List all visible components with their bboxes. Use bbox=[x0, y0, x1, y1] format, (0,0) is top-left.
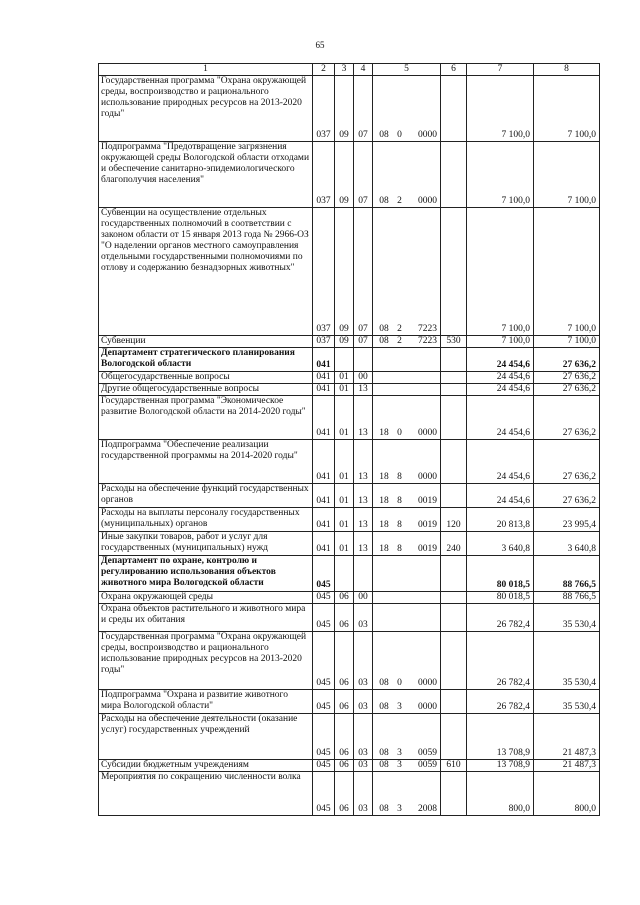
target-article-cell bbox=[373, 142, 441, 208]
subprogram-code: 3 bbox=[397, 760, 402, 770]
program-code: 18 bbox=[379, 496, 389, 506]
row-name-cell: Иные закупки товаров, работ и услуг для государственных (муниципальных) нужд bbox=[99, 532, 313, 556]
target-article-cell bbox=[373, 592, 441, 604]
subprogram-code: 3 bbox=[397, 804, 402, 814]
admin-code-cell: 041 bbox=[313, 372, 335, 384]
row-name-cell: Расходы на обеспечение деятельности (оказание услуг) государственных учреждений bbox=[99, 714, 313, 760]
amount-year2-cell: 27 636,2 bbox=[534, 484, 600, 508]
amount-year2-cell: 7 100,0 bbox=[534, 142, 600, 208]
amount-year1-cell: 24 454,6 bbox=[467, 384, 534, 396]
direction-code: 0000 bbox=[418, 196, 437, 206]
admin-code-cell: 041 bbox=[313, 384, 335, 396]
row-name-cell: Подпрограмма "Обеспечение реализации государственной программы на 2014-2020 годы" bbox=[99, 440, 313, 484]
expense-type-cell bbox=[441, 372, 467, 384]
expense-type-cell bbox=[441, 208, 467, 336]
subprogram-code: 2 bbox=[397, 336, 402, 346]
program-code: 08 bbox=[379, 130, 389, 140]
subprogram-code: 0 bbox=[397, 130, 402, 140]
amount-year1-cell: 20 813,8 bbox=[467, 508, 534, 532]
section-code-cell: 01 bbox=[335, 532, 354, 556]
direction-code: 0000 bbox=[418, 472, 437, 482]
admin-code-cell: 037 bbox=[313, 208, 335, 336]
subsection-code-cell: 07 bbox=[354, 142, 373, 208]
row-name-cell: Другие общегосударственные вопросы bbox=[99, 384, 313, 396]
admin-code-cell: 041 bbox=[313, 348, 335, 372]
admin-code-cell: 045 bbox=[313, 714, 335, 760]
expense-type-cell: 610 bbox=[441, 760, 467, 772]
amount-year2-cell: 7 100,0 bbox=[534, 336, 600, 348]
row-name-cell: Субсидии бюджетным учреждениям bbox=[99, 760, 313, 772]
admin-code-cell: 045 bbox=[313, 772, 335, 816]
amount-year1-cell: 26 782,4 bbox=[467, 690, 534, 714]
expense-type-cell bbox=[441, 384, 467, 396]
section-code-cell: 01 bbox=[335, 384, 354, 396]
section-code-cell: 06 bbox=[335, 632, 354, 690]
table-row bbox=[99, 714, 600, 760]
direction-code: 0000 bbox=[418, 130, 437, 140]
table-row bbox=[99, 508, 600, 532]
amount-year2-cell: 35 530,4 bbox=[534, 690, 600, 714]
target-article-cell bbox=[373, 336, 441, 348]
subsection-code-cell: 13 bbox=[354, 508, 373, 532]
target-article-cell bbox=[373, 372, 441, 384]
subprogram-code: 0 bbox=[397, 678, 402, 688]
expense-type-cell bbox=[441, 690, 467, 714]
row-name-cell: Подпрограмма "Предотвращение загрязнения окружающей среды Вологодской области отходами и обеспечение санитарно-эпидемиологического благополучия населения" bbox=[99, 142, 313, 208]
direction-code: 0019 bbox=[418, 520, 437, 530]
target-article-cell bbox=[373, 604, 441, 632]
amount-year1-cell: 80 018,5 bbox=[467, 592, 534, 604]
section-code-cell: 01 bbox=[335, 484, 354, 508]
amount-year1-cell: 24 454,6 bbox=[467, 348, 534, 372]
header-cell: 1 bbox=[99, 64, 313, 76]
admin-code-cell: 037 bbox=[313, 142, 335, 208]
admin-code-cell: 045 bbox=[313, 632, 335, 690]
subsection-code-cell: 13 bbox=[354, 384, 373, 396]
amount-year1-cell: 24 454,6 bbox=[467, 396, 534, 440]
admin-code-cell: 041 bbox=[313, 532, 335, 556]
target-article-cell bbox=[373, 76, 441, 142]
subsection-code-cell: 03 bbox=[354, 760, 373, 772]
expense-type-cell bbox=[441, 484, 467, 508]
row-name-cell: Государственная программа "Экономическое развитие Вологодской области на 2014-2020 годы" bbox=[99, 396, 313, 440]
section-code-cell: 09 bbox=[335, 336, 354, 348]
target-article-cell bbox=[373, 714, 441, 760]
table-row bbox=[99, 604, 600, 632]
subsection-code-cell bbox=[354, 556, 373, 592]
amount-year1-cell: 800,0 bbox=[467, 772, 534, 816]
expense-type-cell bbox=[441, 604, 467, 632]
target-article-cell bbox=[373, 556, 441, 592]
table-row bbox=[99, 384, 600, 396]
admin-code-cell: 041 bbox=[313, 440, 335, 484]
table-body bbox=[99, 76, 600, 816]
amount-year1-cell: 3 640,8 bbox=[467, 532, 534, 556]
target-article-cell bbox=[373, 348, 441, 372]
amount-year1-cell: 26 782,4 bbox=[467, 632, 534, 690]
subsection-code-cell: 03 bbox=[354, 690, 373, 714]
subsection-code-cell: 00 bbox=[354, 592, 373, 604]
section-code-cell: 01 bbox=[335, 396, 354, 440]
subsection-code-cell: 03 bbox=[354, 772, 373, 816]
expense-type-cell bbox=[441, 396, 467, 440]
expense-type-cell bbox=[441, 772, 467, 816]
target-article-cell bbox=[373, 484, 441, 508]
table-row bbox=[99, 484, 600, 508]
table-row bbox=[99, 142, 600, 208]
amount-year2-cell: 27 636,2 bbox=[534, 384, 600, 396]
amount-year2-cell: 23 995,4 bbox=[534, 508, 600, 532]
subsection-code-cell: 03 bbox=[354, 714, 373, 760]
subprogram-code: 8 bbox=[397, 496, 402, 506]
section-code-cell: 01 bbox=[335, 440, 354, 484]
table-row bbox=[99, 556, 600, 592]
amount-year1-cell: 13 708,9 bbox=[467, 760, 534, 772]
section-code-cell: 01 bbox=[335, 372, 354, 384]
admin-code-cell: 045 bbox=[313, 592, 335, 604]
table-row bbox=[99, 592, 600, 604]
admin-code-cell: 045 bbox=[313, 760, 335, 772]
section-code-cell: 06 bbox=[335, 690, 354, 714]
budget-table bbox=[98, 63, 600, 816]
header-cell: 4 bbox=[354, 64, 373, 76]
expense-type-cell bbox=[441, 440, 467, 484]
table-row bbox=[99, 372, 600, 384]
header-cell: 6 bbox=[441, 64, 467, 76]
subprogram-code: 8 bbox=[397, 472, 402, 482]
program-code: 08 bbox=[379, 760, 389, 770]
amount-year1-cell: 24 454,6 bbox=[467, 372, 534, 384]
row-name-cell: Государственная программа "Охрана окружающей среды, воспроизводство и рационального использование природных ресурсов на 2013-2020 годы" bbox=[99, 632, 313, 690]
expense-type-cell: 530 bbox=[441, 336, 467, 348]
admin-code-cell: 041 bbox=[313, 484, 335, 508]
subprogram-code: 8 bbox=[397, 520, 402, 530]
expense-type-cell: 240 bbox=[441, 532, 467, 556]
amount-year2-cell: 21 487,3 bbox=[534, 714, 600, 760]
amount-year1-cell: 7 100,0 bbox=[467, 142, 534, 208]
row-name-cell: Общегосударственные вопросы bbox=[99, 372, 313, 384]
table-row bbox=[99, 690, 600, 714]
program-code: 08 bbox=[379, 324, 389, 334]
target-article-cell bbox=[373, 396, 441, 440]
admin-code-cell: 045 bbox=[313, 604, 335, 632]
row-name-cell: Субвенции bbox=[99, 336, 313, 348]
header-cell: 3 bbox=[335, 64, 354, 76]
row-name-cell: Подпрограмма "Охрана и развитие животного мира Вологодской области" bbox=[99, 690, 313, 714]
expense-type-cell bbox=[441, 592, 467, 604]
target-article-cell bbox=[373, 384, 441, 396]
table-row bbox=[99, 532, 600, 556]
subsection-code-cell: 00 bbox=[354, 372, 373, 384]
program-code: 08 bbox=[379, 748, 389, 758]
table-row bbox=[99, 760, 600, 772]
row-name-cell: Расходы на обеспечение функций государственных органов bbox=[99, 484, 313, 508]
amount-year1-cell: 7 100,0 bbox=[467, 336, 534, 348]
admin-code-cell: 045 bbox=[313, 690, 335, 714]
amount-year2-cell: 35 530,4 bbox=[534, 604, 600, 632]
program-code: 08 bbox=[379, 804, 389, 814]
expense-type-cell bbox=[441, 714, 467, 760]
amount-year2-cell: 7 100,0 bbox=[534, 208, 600, 336]
direction-code: 0000 bbox=[418, 702, 437, 712]
subprogram-code: 3 bbox=[397, 702, 402, 712]
target-article-cell bbox=[373, 208, 441, 336]
row-name-cell: Субвенции на осуществление отдельных государственных полномочий в соответствии с законом области от 15 января 2013 года № 2966-ОЗ "О наделении органов местного самоуправления отдельными государственными полномочиями по отлову и содержанию безнадзорных животных" bbox=[99, 208, 313, 336]
section-code-cell: 09 bbox=[335, 76, 354, 142]
section-code-cell: 06 bbox=[335, 772, 354, 816]
table-row bbox=[99, 348, 600, 372]
row-name-cell: Расходы на выплаты персоналу государственных (муниципальных) органов bbox=[99, 508, 313, 532]
admin-code-cell: 037 bbox=[313, 76, 335, 142]
amount-year1-cell: 24 454,6 bbox=[467, 440, 534, 484]
direction-code: 0000 bbox=[418, 428, 437, 438]
amount-year2-cell: 27 636,2 bbox=[534, 440, 600, 484]
expense-type-cell bbox=[441, 348, 467, 372]
subprogram-code: 3 bbox=[397, 748, 402, 758]
program-code: 18 bbox=[379, 428, 389, 438]
subsection-code-cell: 13 bbox=[354, 396, 373, 440]
amount-year1-cell: 26 782,4 bbox=[467, 604, 534, 632]
subsection-code-cell: 03 bbox=[354, 604, 373, 632]
program-code: 08 bbox=[379, 678, 389, 688]
direction-code: 7223 bbox=[418, 336, 437, 346]
direction-code: 0019 bbox=[418, 496, 437, 506]
direction-code: 0000 bbox=[418, 678, 437, 688]
direction-code: 2008 bbox=[418, 804, 437, 814]
table-row bbox=[99, 336, 600, 348]
row-name-cell: Департамент стратегического планирования Вологодской области bbox=[99, 348, 313, 372]
table-row bbox=[99, 440, 600, 484]
subsection-code-cell: 07 bbox=[354, 76, 373, 142]
amount-year1-cell: 24 454,6 bbox=[467, 484, 534, 508]
program-code: 08 bbox=[379, 196, 389, 206]
subsection-code-cell bbox=[354, 348, 373, 372]
amount-year2-cell: 27 636,2 bbox=[534, 348, 600, 372]
row-name-cell: Государственная программа "Охрана окружающей среды, воспроизводство и рационального использование природных ресурсов на 2013-2020 годы" bbox=[99, 76, 313, 142]
amount-year2-cell: 35 530,4 bbox=[534, 632, 600, 690]
subsection-code-cell: 03 bbox=[354, 632, 373, 690]
subsection-code-cell: 13 bbox=[354, 484, 373, 508]
target-article-cell bbox=[373, 440, 441, 484]
expense-type-cell bbox=[441, 76, 467, 142]
subsection-code-cell: 07 bbox=[354, 208, 373, 336]
admin-code-cell: 041 bbox=[313, 508, 335, 532]
target-article-cell bbox=[373, 772, 441, 816]
header-cell: 7 bbox=[467, 64, 534, 76]
section-code-cell: 06 bbox=[335, 604, 354, 632]
amount-year2-cell: 27 636,2 bbox=[534, 372, 600, 384]
header-cell: 2 bbox=[313, 64, 335, 76]
amount-year2-cell: 88 766,5 bbox=[534, 592, 600, 604]
amount-year2-cell: 7 100,0 bbox=[534, 76, 600, 142]
target-article-cell bbox=[373, 690, 441, 714]
subsection-code-cell: 13 bbox=[354, 440, 373, 484]
amount-year1-cell: 13 708,9 bbox=[467, 714, 534, 760]
table-row bbox=[99, 772, 600, 816]
expense-type-cell bbox=[441, 556, 467, 592]
section-code-cell: 09 bbox=[335, 142, 354, 208]
amount-year1-cell: 80 018,5 bbox=[467, 556, 534, 592]
table-row bbox=[99, 76, 600, 142]
row-name-cell: Охрана окружающей среды bbox=[99, 592, 313, 604]
program-code: 18 bbox=[379, 544, 389, 554]
subsection-code-cell: 07 bbox=[354, 336, 373, 348]
page-number: 65 bbox=[315, 40, 325, 50]
amount-year2-cell: 88 766,5 bbox=[534, 556, 600, 592]
expense-type-cell bbox=[441, 632, 467, 690]
direction-code: 0019 bbox=[418, 544, 437, 554]
table-row bbox=[99, 396, 600, 440]
section-code-cell: 01 bbox=[335, 508, 354, 532]
target-article-cell bbox=[373, 632, 441, 690]
amount-year2-cell: 3 640,8 bbox=[534, 532, 600, 556]
direction-code: 0059 bbox=[418, 760, 437, 770]
program-code: 08 bbox=[379, 336, 389, 346]
program-code: 18 bbox=[379, 520, 389, 530]
target-article-cell bbox=[373, 532, 441, 556]
subsection-code-cell: 13 bbox=[354, 532, 373, 556]
admin-code-cell: 041 bbox=[313, 396, 335, 440]
direction-code: 0059 bbox=[418, 748, 437, 758]
target-article-cell bbox=[373, 508, 441, 532]
expense-type-cell bbox=[441, 142, 467, 208]
row-name-cell: Охрана объектов растительного и животного мира и среды их обитания bbox=[99, 604, 313, 632]
row-name-cell: Департамент по охране, контролю и регулированию использования объектов животного мира Вологодской области bbox=[99, 556, 313, 592]
subprogram-code: 0 bbox=[397, 428, 402, 438]
section-code-cell: 06 bbox=[335, 592, 354, 604]
admin-code-cell: 037 bbox=[313, 336, 335, 348]
section-code-cell bbox=[335, 556, 354, 592]
header-cell: 5 bbox=[373, 64, 441, 76]
section-code-cell: 09 bbox=[335, 208, 354, 336]
direction-code: 7223 bbox=[418, 324, 437, 334]
table-row bbox=[99, 632, 600, 690]
amount-year2-cell: 27 636,2 bbox=[534, 396, 600, 440]
subprogram-code: 2 bbox=[397, 196, 402, 206]
header-cell: 8 bbox=[534, 64, 600, 76]
amount-year1-cell: 7 100,0 bbox=[467, 76, 534, 142]
subprogram-code: 2 bbox=[397, 324, 402, 334]
expense-type-cell: 120 bbox=[441, 508, 467, 532]
section-code-cell bbox=[335, 348, 354, 372]
table-header-row bbox=[99, 64, 600, 76]
section-code-cell: 06 bbox=[335, 714, 354, 760]
target-article-cell bbox=[373, 760, 441, 772]
table-row bbox=[99, 208, 600, 336]
program-code: 08 bbox=[379, 702, 389, 712]
admin-code-cell: 045 bbox=[313, 556, 335, 592]
section-code-cell: 06 bbox=[335, 760, 354, 772]
amount-year2-cell: 21 487,3 bbox=[534, 760, 600, 772]
subprogram-code: 8 bbox=[397, 544, 402, 554]
program-code: 18 bbox=[379, 472, 389, 482]
amount-year1-cell: 7 100,0 bbox=[467, 208, 534, 336]
row-name-cell: Мероприятия по сокращению численности волка bbox=[99, 772, 313, 816]
amount-year2-cell: 800,0 bbox=[534, 772, 600, 816]
